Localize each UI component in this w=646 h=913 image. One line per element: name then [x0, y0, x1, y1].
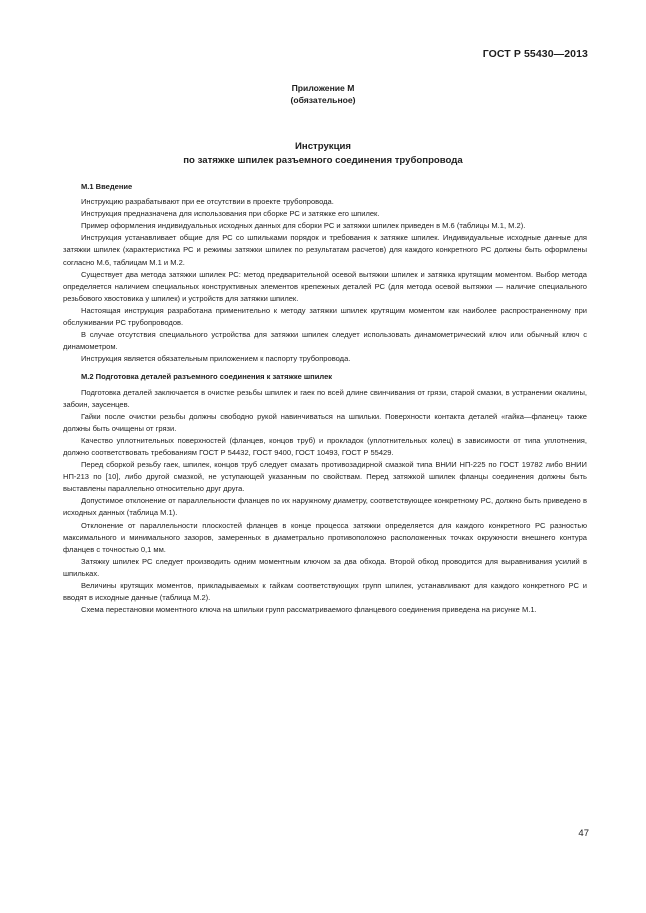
annex-status: (обязательное): [290, 94, 356, 105]
paragraph: Инструкция является обязательным приложением к паспорту трубопровода.: [81, 354, 351, 364]
paragraph: Отклонение от параллельности плоскостей фланцев в конце процесса затяжки определяется для каждого конкретного РС разностью максимального и минимального зазоров, замеренных в диаметрально противоположно расположенных точках окружности внешнего контура фланцев с точностью 0,1 мм.: [63, 520, 587, 554]
paragraph: Инструкция устанавливает общие для РС со шпильками порядок и требования к затяжке шпилек. Индивидуальные исходные данные для затяжки шпилек (характеристика РС и режимы затяжки шпилек по результатам расчетов) для каждого конкретного РС должны быть оформлены согласно М.6, таблицам М.1 и М.2.: [63, 233, 587, 267]
paragraph: Величины крутящих моментов, прикладываемых к гайкам соответствующих групп шпилек, устанавливают для каждого конкретного РС и вводят в исходные данные (таблица М.2).: [63, 581, 587, 603]
paragraph: Инструкция предназначена для использования при сборке РС и затяжке его шпилек.: [81, 209, 380, 219]
paragraph: Перед сборкой резьбу гаек, шпилек, концов труб следует смазать противозадирной смазкой типа ВНИИ НП-225 по ГОСТ 19782 либо ВНИИ НП-213 по [10], либо другой смазкой, не уступающей указанным по свойствам. Перед затяжкой шпилек фланцы соединения должны быть выставлены параллельно относительно друг друга.: [63, 460, 587, 494]
paragraph: Схема перестановки моментного ключа на шпильки групп рассматриваемого фланцевого соединения приведена на рисунке М.1.: [81, 605, 537, 615]
annex-title: Приложение М: [291, 83, 355, 93]
section-heading-m2: М.2 Подготовка деталей разъемного соединения к затяжке шпилек: [81, 372, 333, 382]
section-heading-m1: М.1 Введение: [81, 182, 133, 191]
paragraph: Допустимое отклонение от параллельности фланцев по их наружному диаметру, соответствующее конкретному РС, должно быть приведено в исходных данных (таблица М.1).: [63, 496, 587, 518]
title-line-2: по затяжке шпилек разъемного соединения трубопровода: [183, 154, 463, 166]
paragraph: Настоящая инструкция разработана применительно к методу затяжки шпилек крутящим моментом как наиболее распространенному при обслуживании РС трубопроводов.: [63, 305, 587, 328]
paragraph: Гайки после очистки резьбы должны свободно рукой навинчиваться на шпильки. Поверхности контакта деталей «гайка—фланец» также должны быть очищены от грязи.: [63, 411, 587, 433]
paragraph: Пример оформления индивидуальных исходных данных для сборки РС и затяжки шпилек приведен в М.6 (таблицы М.1, М.2).: [81, 221, 526, 231]
document-id: ГОСТ Р 55430—2013: [482, 48, 588, 60]
annex-block: [0, 83, 646, 106]
paragraph: Существует два метода затяжки шпилек РС: метод предварительной осевой вытяжки шпилек и затяжка крутящим моментом. Выбор метода определяется наличием специальных конструктивных элементов крепежных деталей РС (для метода осевой вытяжки — наличие специального резьбового хвостовика у шпилек) и устройств для затяжки шпилек.: [63, 269, 587, 303]
paragraph: Инструкцию разрабатывают при ее отсутствии в проекте трубопровода.: [81, 197, 334, 207]
document-body: [63, 181, 587, 616]
title-line-1: Инструкция: [295, 141, 351, 152]
page-number: 47: [578, 828, 589, 839]
paragraph: Качество уплотнительных поверхностей (фланцев, концов труб) и прокладок (уплотнительных колец) в зависимости от типа уплотнения, должно соответствовать требованиям ГОСТ Р 54432, ГОСТ 9400, ГОСТ 10493, ГОСТ Р 55429.: [63, 435, 587, 457]
paragraph: Подготовка деталей заключается в очистке резьбы шпилек и гаек по всей длине свинчивания от грязи, старой смазки, в устранении окалины, забоин, заусенцев.: [63, 387, 587, 409]
paragraph: В случае отсутствия специального устройства для затяжки шпилек следует использовать динамометрический ключ или обычный ключ с динамометром.: [63, 330, 587, 352]
paragraph: Затяжку шпилек РС следует производить одним моментным ключом за два обхода. Второй обход проводится для выравнивания усилий в шпильках.: [63, 556, 587, 578]
document-title: [0, 140, 646, 167]
